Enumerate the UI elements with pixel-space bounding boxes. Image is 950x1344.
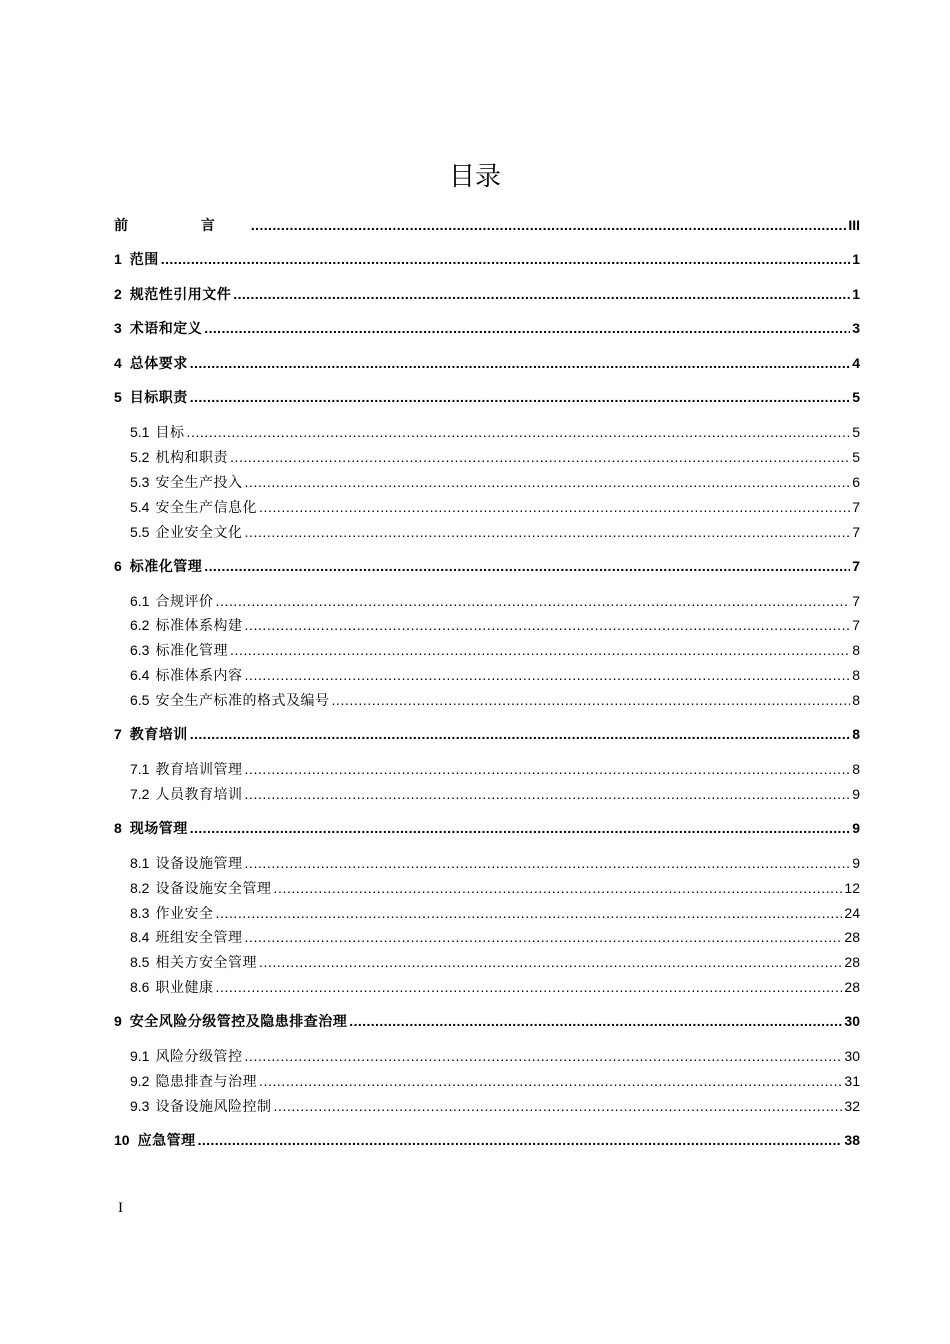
toc-entry-number: 6.3 [130,642,150,658]
toc-entry-page: 5 [852,389,860,405]
toc-entry-page: 1 [852,251,860,267]
toc-entry-section[interactable] [114,902,860,924]
toc-entry-page: 8 [852,692,860,708]
toc-entry-page: 8 [852,761,860,777]
toc-entry-chapter[interactable] [114,1010,860,1032]
toc-entry-label: 设备设施安全管理 [155,881,272,897]
toc-entry-page: 8 [852,642,860,658]
toc-entry-label: 机构和职责 [155,450,228,466]
toc-entry-section[interactable] [114,926,860,948]
toc-entry-section[interactable] [114,590,860,612]
toc-entry-label: 设备设施管理 [155,856,243,872]
toc-entry-number: 1 [114,251,122,267]
toc-entry-number: 8.6 [130,979,150,995]
toc-entry-number: 8.5 [130,954,150,970]
toc-entry-label: 安全生产标准的格式及编号 [155,693,330,709]
toc-entry-section[interactable] [114,976,860,998]
toc-entry-page: 28 [844,954,860,970]
toc-title: 目录 [448,162,501,192]
toc-entry-page: 7 [852,499,860,515]
toc-entry-chapter[interactable] [114,352,860,374]
toc-entry-number: 6.4 [130,667,150,683]
toc-entry-page: 7 [852,617,860,633]
toc-entry-section[interactable] [114,783,860,805]
toc-entry-page: 12 [844,880,860,896]
toc-entry-label: 前 言 [114,218,249,234]
toc-entry-section[interactable] [114,951,860,973]
toc-entry-section[interactable] [114,421,860,443]
page-number: I [118,1200,123,1216]
toc-dot-leader [244,471,850,493]
toc-dot-leader [259,1070,842,1092]
toc-entry-number: 8.3 [130,905,150,921]
toc-entry-number: 3 [114,320,122,336]
toc-entry-label: 职业健康 [155,980,214,996]
toc-dot-leader [331,689,850,711]
toc-entry-number: 9.2 [130,1073,150,1089]
toc-entry-label: 安全生产投入 [155,475,243,491]
toc-entry-label: 目标职责 [129,390,188,406]
toc-dot-leader [244,521,850,543]
toc-entry-page: 31 [844,1073,860,1089]
toc-dot-leader [273,1095,842,1117]
toc-dot-leader [190,352,850,374]
toc-entry-label: 安全风险分级管控及隐患排查治理 [129,1014,348,1030]
toc-entry-label: 术语和定义 [129,321,203,337]
toc-entry-chapter[interactable] [114,817,860,839]
toc-dot-leader [244,614,850,636]
toc-entry-page: 28 [844,979,860,995]
toc-entry-number: 5.2 [130,449,150,465]
toc-dot-leader [215,902,842,924]
toc-entry-label: 作业安全 [155,906,214,922]
toc-entry-label: 隐患排查与治理 [155,1074,257,1090]
toc-entry-label: 标准化管理 [155,643,228,659]
toc-entry-number: 7 [114,726,122,742]
toc-dot-leader [204,317,850,339]
toc-entry-section[interactable] [114,471,860,493]
toc-entry-section[interactable] [114,1095,860,1117]
toc-entry-page: 38 [844,1132,860,1148]
toc-entry-chapter[interactable] [114,1129,860,1151]
toc-entry-label: 安全生产信息化 [155,500,257,516]
toc-dot-leader [244,1045,842,1067]
toc-entry-chapter[interactable] [114,386,860,408]
toc-entry-number: 7.1 [130,761,150,777]
toc-entry-page: 32 [844,1098,860,1114]
toc-entry-section[interactable] [114,614,860,636]
toc-dot-leader [190,386,850,408]
toc-entry-label: 合规评价 [155,594,214,610]
toc-entry-page: III [848,217,860,233]
toc-entry-label: 风险分级管控 [155,1049,243,1065]
toc-entry-section[interactable] [114,664,860,686]
toc-entry-number: 7.2 [130,786,150,802]
toc-dot-leader [244,783,850,805]
toc-entry-section[interactable] [114,877,860,899]
toc-entry-number: 2 [114,286,122,302]
toc-entry-number: 5.5 [130,524,150,540]
toc-entry-number: 8.1 [130,855,150,871]
toc-entry-number: 10 [114,1132,130,1148]
toc-entry-number: 6.2 [130,617,150,633]
toc-entry-label: 教育培训 [129,727,188,743]
toc-entry-number: 6.5 [130,692,150,708]
toc-entry-chapter[interactable] [114,723,860,745]
toc-entry-number: 5.3 [130,474,150,490]
toc-entry-page: 7 [852,593,860,609]
toc-dot-leader [215,976,842,998]
toc-dot-leader [259,951,842,973]
toc-entry-number: 9 [114,1013,122,1029]
toc-entry-page: 1 [852,286,860,302]
toc-dot-leader [349,1010,842,1032]
toc-dot-leader [244,852,850,874]
toc-entry-label: 规范性引用文件 [129,287,232,303]
toc-entry-section[interactable] [114,758,860,780]
toc-entry-number: 8 [114,820,122,836]
toc-entry-page: 30 [844,1013,860,1029]
toc-entry-number: 9.1 [130,1048,150,1064]
toc-entry-chapter[interactable] [114,248,860,270]
toc-entry-page: 28 [844,929,860,945]
toc-dot-leader [230,639,850,661]
toc-entry-page: 30 [844,1048,860,1064]
toc-entry-section[interactable] [114,852,860,874]
toc-dot-leader [259,496,850,518]
toc-entry-page: 8 [852,667,860,683]
toc-entry-page: 3 [852,320,860,336]
toc-entry-section[interactable] [114,1045,860,1067]
toc-entry-section[interactable] [114,496,860,518]
toc-entry-label: 标准体系内容 [155,668,243,684]
toc-entry-section[interactable] [114,1070,860,1092]
toc-entry-label: 标准化管理 [129,559,203,575]
toc-entry-label: 总体要求 [129,356,188,372]
toc-entry-label: 应急管理 [137,1133,196,1149]
toc-entry-label: 教育培训管理 [155,762,243,778]
toc-entry-page: 24 [844,905,860,921]
toc-entry-label: 人员教育培训 [155,787,243,803]
toc-entry-number: 5 [114,389,122,405]
toc-entry-label: 目标 [155,425,185,441]
toc-entry-page: 8 [852,726,860,742]
toc-entry-page: 9 [852,855,860,871]
toc-entry-label: 设备设施风险控制 [155,1099,272,1115]
toc-entry-page: 6 [852,474,860,490]
toc-entry-number: 5.1 [130,424,150,440]
toc-dot-leader [198,1129,843,1151]
toc-entry-page: 7 [852,524,860,540]
toc-entry-page: 5 [852,449,860,465]
toc-entry-page: 7 [852,558,860,574]
toc-entry-chapter[interactable] [114,555,860,577]
toc-dot-leader [204,555,850,577]
toc-entry-section[interactable] [114,521,860,543]
toc-entry-number: 9.3 [130,1098,150,1114]
toc-entry-page: 4 [852,355,860,371]
toc-entry-label: 班组安全管理 [155,930,243,946]
toc-dot-leader [251,214,846,236]
toc-entry-number: 8.4 [130,929,150,945]
toc-entry-label: 标准体系构建 [155,618,243,634]
toc-entry-number: 4 [114,355,122,371]
toc-entry-section[interactable] [114,639,860,661]
toc-entry-page: 5 [852,424,860,440]
toc-entry-label: 现场管理 [129,821,188,837]
toc-entry-number: 6.1 [130,593,150,609]
toc-entry-chapter[interactable] [114,283,860,305]
toc-dot-leader [244,758,850,780]
toc-entry-chapter[interactable] [114,214,860,236]
toc-dot-leader [190,817,850,839]
toc-entry-chapter[interactable] [114,317,860,339]
toc-dot-leader [190,723,850,745]
toc-dot-leader [244,926,842,948]
toc-entry-number: 6 [114,558,122,574]
toc-dot-leader [215,590,850,612]
toc-entry-section[interactable] [114,689,860,711]
toc-entry-page: 9 [852,820,860,836]
toc-dot-leader [230,446,850,468]
toc-entry-page: 9 [852,786,860,802]
toc-dot-leader [233,283,850,305]
toc-dot-leader [244,664,850,686]
toc-dot-leader [161,248,850,270]
toc-entry-number: 5.4 [130,499,150,515]
toc-dot-leader [273,877,842,899]
toc-entry-label: 相关方安全管理 [155,955,257,971]
toc-dot-leader [186,421,850,443]
toc-entry-number: 8.2 [130,880,150,896]
toc-entry-label: 范围 [129,252,159,268]
toc-entry-label: 企业安全文化 [155,525,243,541]
toc-entry-section[interactable] [114,446,860,468]
